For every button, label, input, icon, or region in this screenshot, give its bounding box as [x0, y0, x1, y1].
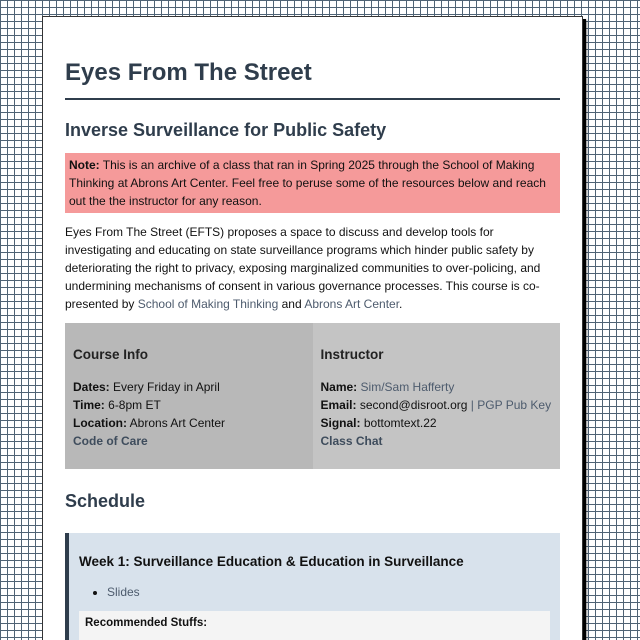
dates-value: Every Friday in April	[113, 380, 220, 395]
week-links	[79, 583, 550, 601]
time-value: 6-8pm ET	[108, 398, 161, 413]
class-chat-row	[321, 432, 553, 450]
code-of-care-row	[73, 432, 305, 450]
time-row	[73, 396, 305, 414]
week-card	[65, 533, 560, 640]
location-row	[73, 414, 305, 432]
page-card	[42, 16, 583, 640]
week-title: Week 1: Surveillance Education & Education in Surveillance	[79, 553, 464, 569]
time-label: Time:	[73, 398, 105, 413]
abrons-art-center-link[interactable]: Abrons Art Center	[304, 297, 400, 312]
instructor-heading: Instructor	[320, 347, 384, 363]
intro-end: .	[399, 297, 403, 312]
email-label: Email:	[320, 398, 357, 413]
page-title: Eyes From The Street	[65, 59, 560, 100]
class-chat-link[interactable]: Class Chat	[320, 434, 383, 449]
location-label: Location:	[73, 416, 127, 431]
intro-text: Eyes From The Street (EFTS) proposes a space to discuss and develop tools for investigating and educating on state surveillance programs which hinder public safety by deteriorating the right to privacy, exposing marginalized communities to over-policing, and undermining mechanisms of consent in various governance processes. This course is co-presented by	[65, 225, 541, 312]
email-value: second@disroot.org	[359, 398, 468, 413]
signal-row	[321, 414, 553, 432]
archive-note	[65, 153, 560, 213]
list-item	[107, 583, 550, 601]
instructor-name-link[interactable]: Sim/Sam Hafferty	[360, 380, 455, 395]
name-label: Name:	[320, 380, 358, 395]
note-label: Note:	[69, 158, 100, 173]
name-row	[321, 378, 553, 396]
recommended-label: Recommended Stuffs:	[85, 616, 208, 629]
note-text: This is an archive of a class that ran in Spring 2025 through the School of Making Thinking at Abrons Art Center. Feel free to peruse some of the resources below and reach out the the instructor for any reason.	[69, 158, 546, 209]
email-separator: |	[470, 398, 474, 413]
pgp-key-link[interactable]: PGP Pub Key	[477, 398, 552, 413]
slides-link[interactable]: Slides	[107, 584, 140, 599]
dates-row	[73, 378, 305, 396]
intro-paragraph	[65, 223, 560, 313]
course-info-heading: Course Info	[73, 347, 149, 363]
page-subtitle: Inverse Surveillance for Public Safety	[65, 119, 387, 140]
course-info-panel	[65, 323, 313, 469]
code-of-care-link[interactable]: Code of Care	[73, 434, 148, 449]
signal-value: bottomtext.22	[363, 416, 437, 431]
intro-and: and	[281, 297, 302, 312]
school-of-making-thinking-link[interactable]: School of Making Thinking	[137, 297, 279, 312]
dates-label: Dates:	[73, 380, 110, 395]
recommended-box	[79, 611, 550, 640]
schedule-heading: Schedule	[65, 491, 146, 512]
instructor-panel	[313, 323, 561, 469]
info-grid	[65, 323, 560, 469]
signal-label: Signal:	[320, 416, 361, 431]
email-row	[321, 396, 553, 414]
location-value: Abrons Art Center	[129, 416, 226, 431]
